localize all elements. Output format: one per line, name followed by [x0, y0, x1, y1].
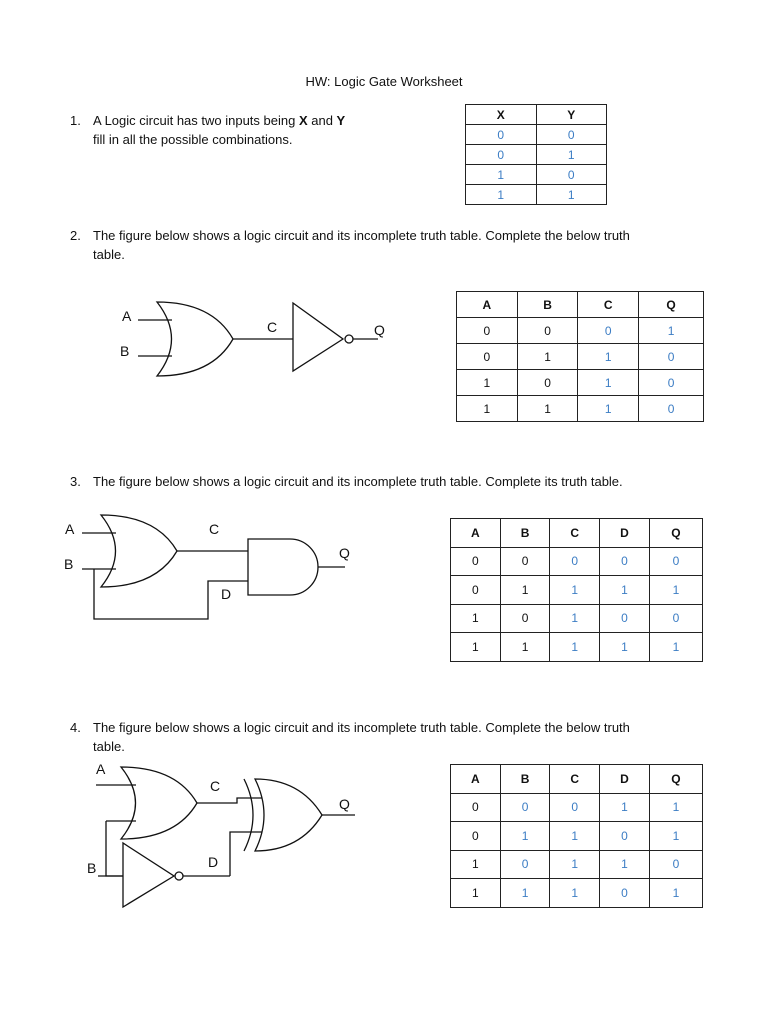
- inverter-bubble: [345, 335, 353, 343]
- column-header: A: [451, 765, 501, 794]
- table-cell: 0: [517, 318, 578, 344]
- q1-and: and: [307, 113, 337, 128]
- q1-text: A Logic circuit has two inputs being: [93, 113, 299, 128]
- table-cell: 0: [649, 547, 702, 576]
- table-cell: 0: [649, 850, 702, 879]
- column-header: Q: [649, 519, 702, 548]
- label-b: B: [120, 343, 130, 359]
- table-header-row: [451, 519, 703, 548]
- not-gate: [293, 303, 343, 371]
- table-cell: 0: [600, 604, 650, 633]
- table-cell: 1: [550, 879, 600, 908]
- q1-line2: fill in all the possible combinations.: [93, 132, 293, 147]
- table-cell: 1: [550, 850, 600, 879]
- table-cell: 0: [639, 370, 704, 396]
- table-row: [451, 793, 703, 822]
- table-cell: 0: [536, 125, 607, 145]
- table-row: [451, 547, 703, 576]
- xor-back-curve: [244, 779, 253, 851]
- table-row: [457, 318, 704, 344]
- circuit-diagram-q3: [0, 510, 420, 630]
- table-cell: 0: [451, 547, 501, 576]
- label-q: Q: [339, 545, 350, 561]
- question-4: [70, 718, 630, 756]
- q2-line1: The figure below shows a logic circuit and its incomplete truth table. Complete the below truth: [93, 228, 630, 243]
- table-cell: 1: [466, 165, 537, 185]
- table-cell: 1: [649, 633, 702, 662]
- or-gate: [101, 515, 177, 587]
- table-row: [451, 879, 703, 908]
- table-row: [466, 125, 607, 145]
- column-header: A: [457, 292, 518, 318]
- table-cell: 0: [550, 793, 600, 822]
- label-d: D: [208, 854, 219, 870]
- input-x-label: X: [298, 113, 308, 128]
- table-cell: 1: [550, 822, 600, 851]
- table-cell: 0: [600, 879, 650, 908]
- table-row: [457, 344, 704, 370]
- label-a: A: [65, 521, 75, 537]
- question-3: [70, 472, 623, 491]
- table-cell: 0: [600, 547, 650, 576]
- table-cell: 1: [451, 850, 501, 879]
- wire-d-xor: [230, 832, 262, 876]
- question-1: [70, 111, 345, 149]
- table-cell: 0: [550, 547, 600, 576]
- table-cell: 0: [500, 793, 550, 822]
- table-cell: 0: [639, 396, 704, 422]
- label-b: B: [64, 556, 74, 572]
- column-header: Q: [649, 765, 702, 794]
- table-row: [451, 604, 703, 633]
- table-cell: 0: [466, 125, 537, 145]
- column-header: C: [578, 292, 639, 318]
- table-cell: 1: [536, 145, 607, 165]
- truth-table-q4: [450, 764, 703, 908]
- label-d: D: [221, 586, 232, 602]
- table-cell: 0: [500, 604, 550, 633]
- inverter-bubble: [175, 872, 183, 880]
- column-header: D: [600, 519, 650, 548]
- label-b: B: [87, 860, 97, 876]
- column-header: Y: [536, 105, 607, 125]
- table-row: [451, 850, 703, 879]
- xor-gate: [255, 779, 322, 851]
- table-row: [466, 165, 607, 185]
- column-header: D: [600, 765, 650, 794]
- table-cell: 1: [466, 185, 537, 205]
- table-row: [466, 185, 607, 205]
- table-row: [457, 396, 704, 422]
- label-a: A: [96, 761, 106, 777]
- table-cell: 1: [500, 879, 550, 908]
- column-header: C: [550, 765, 600, 794]
- column-header: B: [500, 519, 550, 548]
- table-cell: 1: [457, 370, 518, 396]
- table-cell: 1: [649, 879, 702, 908]
- table-cell: 0: [600, 822, 650, 851]
- question-number: 4.: [70, 720, 81, 735]
- table-cell: 1: [600, 850, 650, 879]
- question-number: 2.: [70, 228, 81, 243]
- table-cell: 1: [536, 185, 607, 205]
- truth-table-q2: [456, 291, 704, 422]
- table-cell: 1: [517, 344, 578, 370]
- table-cell: 0: [639, 344, 704, 370]
- label-c: C: [209, 521, 220, 537]
- wire-b-not: [106, 821, 123, 876]
- page-title: HW: Logic Gate Worksheet: [305, 74, 463, 89]
- label-a: A: [122, 308, 132, 324]
- table-cell: 0: [451, 576, 501, 605]
- table-header-row: [457, 292, 704, 318]
- table-cell: 0: [451, 822, 501, 851]
- table-header-row: [466, 105, 607, 125]
- question-number: 3.: [70, 474, 81, 489]
- column-header: B: [500, 765, 550, 794]
- column-header: C: [550, 519, 600, 548]
- table-cell: 1: [578, 396, 639, 422]
- and-gate: [248, 539, 318, 595]
- question-2: [70, 226, 630, 264]
- label-c: C: [267, 319, 278, 335]
- input-y-label: Y: [336, 113, 346, 128]
- column-header: X: [466, 105, 537, 125]
- column-header: Q: [639, 292, 704, 318]
- q4-line1: The figure below shows a logic circuit and its incomplete truth table. Complete the below truth: [93, 720, 630, 735]
- table-cell: 1: [550, 633, 600, 662]
- table-cell: 1: [600, 793, 650, 822]
- circuit-diagram-q2: [0, 290, 420, 390]
- table-row: [466, 145, 607, 165]
- q2-line2: table.: [93, 247, 125, 262]
- not-gate: [123, 843, 174, 907]
- circuit-diagram-q4: [0, 758, 420, 918]
- table-cell: 0: [578, 318, 639, 344]
- table-cell: 1: [649, 822, 702, 851]
- table-row: [457, 370, 704, 396]
- column-header: A: [451, 519, 501, 548]
- table-cell: 0: [457, 344, 518, 370]
- table-cell: 1: [451, 604, 501, 633]
- table-cell: 1: [649, 793, 702, 822]
- label-q: Q: [339, 796, 350, 812]
- table-cell: 1: [451, 633, 501, 662]
- table-cell: 0: [500, 850, 550, 879]
- table-cell: 1: [500, 633, 550, 662]
- label-c: C: [210, 778, 221, 794]
- table-row: [451, 633, 703, 662]
- table-cell: 1: [550, 576, 600, 605]
- table-cell: 0: [500, 547, 550, 576]
- label-q: Q: [374, 322, 385, 338]
- table-row: [451, 822, 703, 851]
- table-cell: 0: [536, 165, 607, 185]
- truth-table-q3: [450, 518, 703, 662]
- table-cell: 1: [500, 576, 550, 605]
- question-number: 1.: [70, 113, 81, 128]
- q3-line1: The figure below shows a logic circuit and its incomplete truth table. Complete its truth table.: [93, 474, 623, 489]
- truth-table-q1: [465, 104, 607, 205]
- table-cell: 1: [600, 576, 650, 605]
- column-header: B: [517, 292, 578, 318]
- table-cell: 0: [451, 793, 501, 822]
- table-cell: 0: [457, 318, 518, 344]
- q4-line2: table.: [93, 739, 125, 754]
- table-cell: 1: [578, 370, 639, 396]
- or-gate: [121, 767, 197, 839]
- table-cell: 0: [649, 604, 702, 633]
- table-cell: 1: [550, 604, 600, 633]
- table-cell: 1: [451, 879, 501, 908]
- table-cell: 0: [466, 145, 537, 165]
- table-cell: 1: [500, 822, 550, 851]
- table-cell: 1: [600, 633, 650, 662]
- table-cell: 1: [578, 344, 639, 370]
- table-header-row: [451, 765, 703, 794]
- table-cell: 1: [517, 396, 578, 422]
- table-cell: 1: [639, 318, 704, 344]
- table-cell: 1: [457, 396, 518, 422]
- table-cell: 1: [649, 576, 702, 605]
- table-row: [451, 576, 703, 605]
- table-cell: 0: [517, 370, 578, 396]
- or-gate: [157, 302, 233, 376]
